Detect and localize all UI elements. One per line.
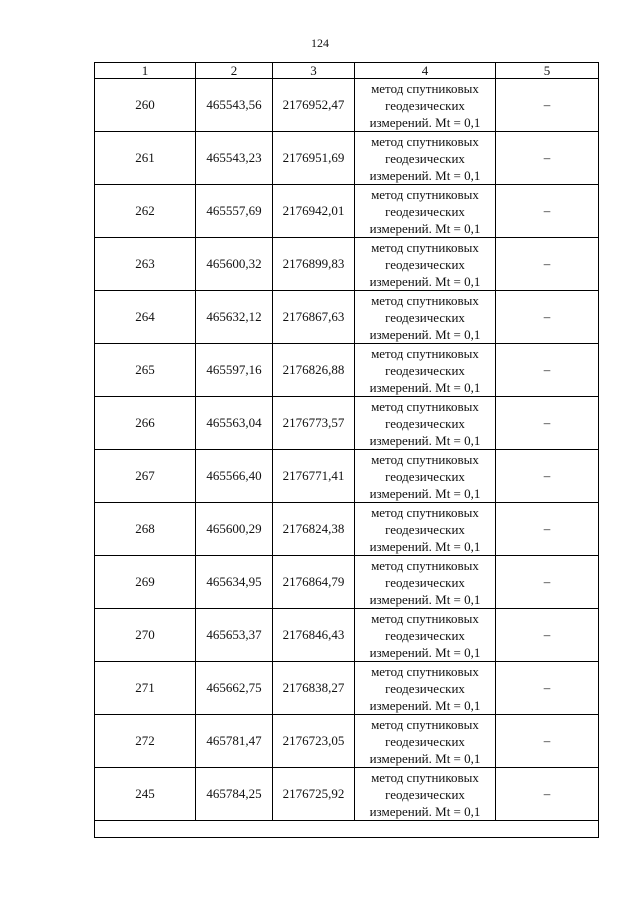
method-text-line: геодезических xyxy=(385,150,465,166)
table-header-row xyxy=(95,63,599,79)
method-text-line: метод спутниковых xyxy=(371,504,479,520)
method-text-line: метод спутниковых xyxy=(371,292,479,308)
header-col-3: 3 xyxy=(273,63,355,79)
method-text-line: геодезических xyxy=(385,680,465,696)
y-coordinate-cell: 2176864,79 xyxy=(273,556,355,609)
table-row xyxy=(95,397,599,450)
method-text-line: измерений. Mt = 0,1 xyxy=(369,750,481,766)
point-number-cell: 266 xyxy=(95,397,196,450)
y-coordinate-cell: 2176952,47 xyxy=(273,79,355,132)
method-text-line: метод спутниковых xyxy=(371,133,479,149)
x-coordinate-cell: 465634,95 xyxy=(196,556,273,609)
table-row xyxy=(95,768,599,821)
empty-cell xyxy=(95,821,599,838)
table-row xyxy=(95,291,599,344)
y-coordinate-cell: 2176867,63 xyxy=(273,291,355,344)
point-number-cell: 261 xyxy=(95,132,196,185)
method-text-line: измерений. Mt = 0,1 xyxy=(369,167,481,183)
method-cell xyxy=(355,344,496,397)
method-text-line: метод спутниковых xyxy=(371,769,479,785)
method-text-line: геодезических xyxy=(385,97,465,113)
header-col-4: 4 xyxy=(355,63,496,79)
method-text-line: метод спутниковых xyxy=(371,186,479,202)
method-text-line: измерений. Mt = 0,1 xyxy=(369,432,481,448)
method-text-line: геодезических xyxy=(385,362,465,378)
method-text-line: геодезических xyxy=(385,468,465,484)
table-row xyxy=(95,715,599,768)
method-cell xyxy=(355,450,496,503)
note-cell: – xyxy=(496,397,599,450)
table-row xyxy=(95,609,599,662)
method-cell xyxy=(355,397,496,450)
method-text-line: метод спутниковых xyxy=(371,239,479,255)
header-col-2: 2 xyxy=(196,63,273,79)
point-number-cell: 268 xyxy=(95,503,196,556)
note-cell: – xyxy=(496,503,599,556)
method-cell xyxy=(355,768,496,821)
method-text-line: метод спутниковых xyxy=(371,610,479,626)
y-coordinate-cell: 2176899,83 xyxy=(273,238,355,291)
method-text-line: геодезических xyxy=(385,733,465,749)
y-coordinate-cell: 2176824,38 xyxy=(273,503,355,556)
x-coordinate-cell: 465662,75 xyxy=(196,662,273,715)
method-cell xyxy=(355,291,496,344)
method-text-line: измерений. Mt = 0,1 xyxy=(369,114,481,130)
coordinates-table xyxy=(94,62,599,838)
method-text-line: измерений. Mt = 0,1 xyxy=(369,273,481,289)
point-number-cell: 263 xyxy=(95,238,196,291)
point-number-cell: 245 xyxy=(95,768,196,821)
point-number-cell: 272 xyxy=(95,715,196,768)
method-cell xyxy=(355,79,496,132)
method-text-line: геодезических xyxy=(385,627,465,643)
table-row xyxy=(95,238,599,291)
header-col-5: 5 xyxy=(496,63,599,79)
point-number-cell: 271 xyxy=(95,662,196,715)
note-cell: – xyxy=(496,662,599,715)
method-cell xyxy=(355,556,496,609)
y-coordinate-cell: 2176838,27 xyxy=(273,662,355,715)
table-row xyxy=(95,185,599,238)
method-text-line: метод спутниковых xyxy=(371,345,479,361)
note-cell: – xyxy=(496,715,599,768)
y-coordinate-cell: 2176951,69 xyxy=(273,132,355,185)
y-coordinate-cell: 2176723,05 xyxy=(273,715,355,768)
method-text-line: измерений. Mt = 0,1 xyxy=(369,220,481,236)
table-row xyxy=(95,344,599,397)
point-number-cell: 267 xyxy=(95,450,196,503)
point-number-cell: 269 xyxy=(95,556,196,609)
method-text-line: метод спутниковых xyxy=(371,398,479,414)
x-coordinate-cell: 465600,32 xyxy=(196,238,273,291)
table-row xyxy=(95,662,599,715)
method-text-line: метод спутниковых xyxy=(371,80,479,96)
x-coordinate-cell: 465597,16 xyxy=(196,344,273,397)
table-row-empty xyxy=(95,821,599,838)
y-coordinate-cell: 2176942,01 xyxy=(273,185,355,238)
x-coordinate-cell: 465632,12 xyxy=(196,291,273,344)
method-text-line: метод спутниковых xyxy=(371,451,479,467)
note-cell: – xyxy=(496,768,599,821)
point-number-cell: 260 xyxy=(95,79,196,132)
method-text-line: измерений. Mt = 0,1 xyxy=(369,379,481,395)
point-number-cell: 264 xyxy=(95,291,196,344)
method-text-line: метод спутниковых xyxy=(371,663,479,679)
method-text-line: измерений. Mt = 0,1 xyxy=(369,644,481,660)
y-coordinate-cell: 2176725,92 xyxy=(273,768,355,821)
method-text-line: измерений. Mt = 0,1 xyxy=(369,591,481,607)
method-cell xyxy=(355,715,496,768)
method-cell xyxy=(355,238,496,291)
method-text-line: измерений. Mt = 0,1 xyxy=(369,485,481,501)
note-cell: – xyxy=(496,238,599,291)
table-body xyxy=(95,79,599,838)
x-coordinate-cell: 465653,37 xyxy=(196,609,273,662)
method-text-line: измерений. Mt = 0,1 xyxy=(369,803,481,819)
table-row xyxy=(95,556,599,609)
method-cell xyxy=(355,132,496,185)
point-number-cell: 262 xyxy=(95,185,196,238)
header-col-1: 1 xyxy=(95,63,196,79)
x-coordinate-cell: 465557,69 xyxy=(196,185,273,238)
y-coordinate-cell: 2176771,41 xyxy=(273,450,355,503)
x-coordinate-cell: 465566,40 xyxy=(196,450,273,503)
table-row xyxy=(95,503,599,556)
method-text-line: геодезических xyxy=(385,786,465,802)
table-row xyxy=(95,450,599,503)
method-text-line: геодезических xyxy=(385,415,465,431)
note-cell: – xyxy=(496,556,599,609)
note-cell: – xyxy=(496,344,599,397)
y-coordinate-cell: 2176773,57 xyxy=(273,397,355,450)
point-number-cell: 265 xyxy=(95,344,196,397)
method-cell xyxy=(355,185,496,238)
x-coordinate-cell: 465543,56 xyxy=(196,79,273,132)
method-cell xyxy=(355,503,496,556)
method-text-line: метод спутниковых xyxy=(371,716,479,732)
x-coordinate-cell: 465543,23 xyxy=(196,132,273,185)
method-text-line: геодезических xyxy=(385,521,465,537)
method-text-line: геодезических xyxy=(385,309,465,325)
x-coordinate-cell: 465784,25 xyxy=(196,768,273,821)
method-text-line: метод спутниковых xyxy=(371,557,479,573)
method-text-line: геодезических xyxy=(385,256,465,272)
table-row xyxy=(95,79,599,132)
note-cell: – xyxy=(496,79,599,132)
method-cell xyxy=(355,609,496,662)
table-row xyxy=(95,132,599,185)
note-cell: – xyxy=(496,185,599,238)
note-cell: – xyxy=(496,450,599,503)
note-cell: – xyxy=(496,291,599,344)
note-cell: – xyxy=(496,132,599,185)
method-text-line: измерений. Mt = 0,1 xyxy=(369,538,481,554)
note-cell: – xyxy=(496,609,599,662)
page-number: 124 xyxy=(311,36,329,50)
x-coordinate-cell: 465600,29 xyxy=(196,503,273,556)
x-coordinate-cell: 465563,04 xyxy=(196,397,273,450)
y-coordinate-cell: 2176826,88 xyxy=(273,344,355,397)
method-text-line: геодезических xyxy=(385,574,465,590)
method-text-line: измерений. Mt = 0,1 xyxy=(369,326,481,342)
x-coordinate-cell: 465781,47 xyxy=(196,715,273,768)
method-text-line: измерений. Mt = 0,1 xyxy=(369,697,481,713)
y-coordinate-cell: 2176846,43 xyxy=(273,609,355,662)
method-text-line: геодезических xyxy=(385,203,465,219)
method-cell xyxy=(355,662,496,715)
point-number-cell: 270 xyxy=(95,609,196,662)
